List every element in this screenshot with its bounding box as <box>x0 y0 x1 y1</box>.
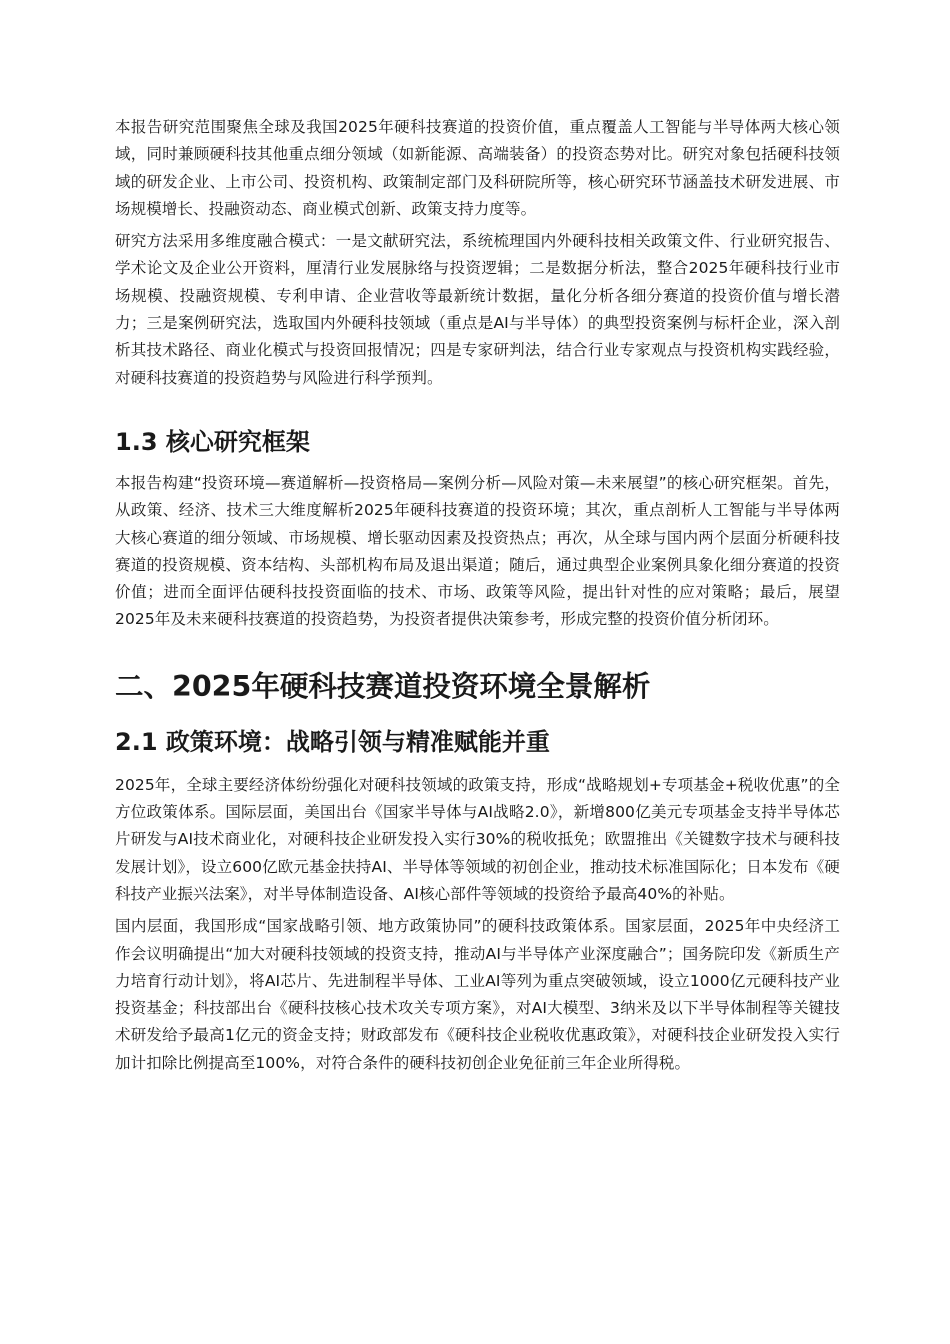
policy-international-paragraph: 2025年，全球主要经济体纷纷强化对硬科技领域的政策支持，形成“战略规划+专项基金+税收优惠”的全方位政策体系。国际层面，美国出台《国家半导体与AI战略2.0》，新增800亿美元专项基金支持半导体芯片研发与AI技术商业化，对硬科技企业研发投入实行30%的税收抵免；欧盟推出《关键数字技术与硬科技发展计划》，设立600亿欧元基金扶持AI、半导体等领域的初创企业，推动技术标准国际化；日本发布《硬科技产业振兴法案》，对半导体制造设备、AI核心部件等领域的投资给予最高40%的补贴。 <box>115 775 840 903</box>
document-page <box>115 114 840 1077</box>
policy-domestic-paragraph: 国内层面，我国形成“国家战略引领、地方政策协同”的硬科技政策体系。国家层面，2025年中央经济工作会议明确提出“加大对硬科技领域的投资支持，推动AI与半导体产业深度融合”；国务院印发《新质生产力培育行动计划》，将AI芯片、先进制程半导体、工业AI等列为重点突破领域，设立1000亿元硬科技产业投资基金；科技部出台《硬科技核心技术攻关专项方案》，对AI大模型、3纳米及以下半导体制程等关键技术研发给予最高1亿元的资金支持；财政部发布《硬科技企业税收优惠政策》，对硬科技企业研发投入实行加计扣除比例提高至100%，对符合条件的硬科技初创企业免征前三年企业所得税。 <box>115 917 840 1072</box>
method-paragraph: 研究方法采用多维度融合模式：一是文献研究法，系统梳理国内外硬科技相关政策文件、行业研究报告、学术论文及企业公开资料，厘清行业发展脉络与投资逻辑；二是数据分析法，整合2025年硬科技行业市场规模、投融资规模、专利申请、企业营收等最新统计数据，量化分析各细分赛道的投资价值与增长潜力；三是案例研究法，选取国内外硬科技领域（重点是AI与半导体）的典型投资案例与标杆企业，深入剖析其技术路径、商业化模式与投资回报情况；四是专家研判法，结合行业专家观点与投资机构实践经验，对硬科技赛道的投资趋势与风险进行科学预判。 <box>115 232 840 387</box>
framework-paragraph: 本报告构建“投资环境—赛道解析—投资格局—案例分析—风险对策—未来展望”的核心研究框架。首先，从政策、经济、技术三大维度解析2025年硬科技赛道的投资环境；其次，重点剖析人工智能与半导体两大核心赛道的细分领域、市场规模、增长驱动因素及投资热点；再次，从全球与国内两个层面分析硬科技赛道的投资规模、资本结构、头部机构布局及退出渠道；随后，通过典型企业案例具象化细分赛道的投资价值；进而全面评估硬科技投资面临的技术、市场、政策等风险，提出针对性的应对策略；最后，展望2025年及未来硬科技赛道的投资趋势，为投资者提供决策参考，形成完整的投资价值分析闭环。 <box>115 473 840 629</box>
section-2-heading: 二、2025年硬科技赛道投资环境全景解析 <box>115 669 651 703</box>
section-2-1-heading: 2.1 政策环境：战略引领与精准赋能并重 <box>115 727 550 756</box>
scope-paragraph: 本报告研究范围聚焦全球及我国2025年硬科技赛道的投资价值，重点覆盖人工智能与半导体两大核心领域，同时兼顾硬科技其他重点细分领域（如新能源、高端装备）的投资态势对比。研究对象包括硬科技领域的研发企业、上市公司、投资机构、政策制定部门及科研院所等，核心研究环节涵盖技术研发进展、市场规模增长、投融资动态、商业模式创新、政策支持力度等。 <box>115 118 840 218</box>
section-1-3-heading: 1.3 核心研究框架 <box>115 427 310 456</box>
